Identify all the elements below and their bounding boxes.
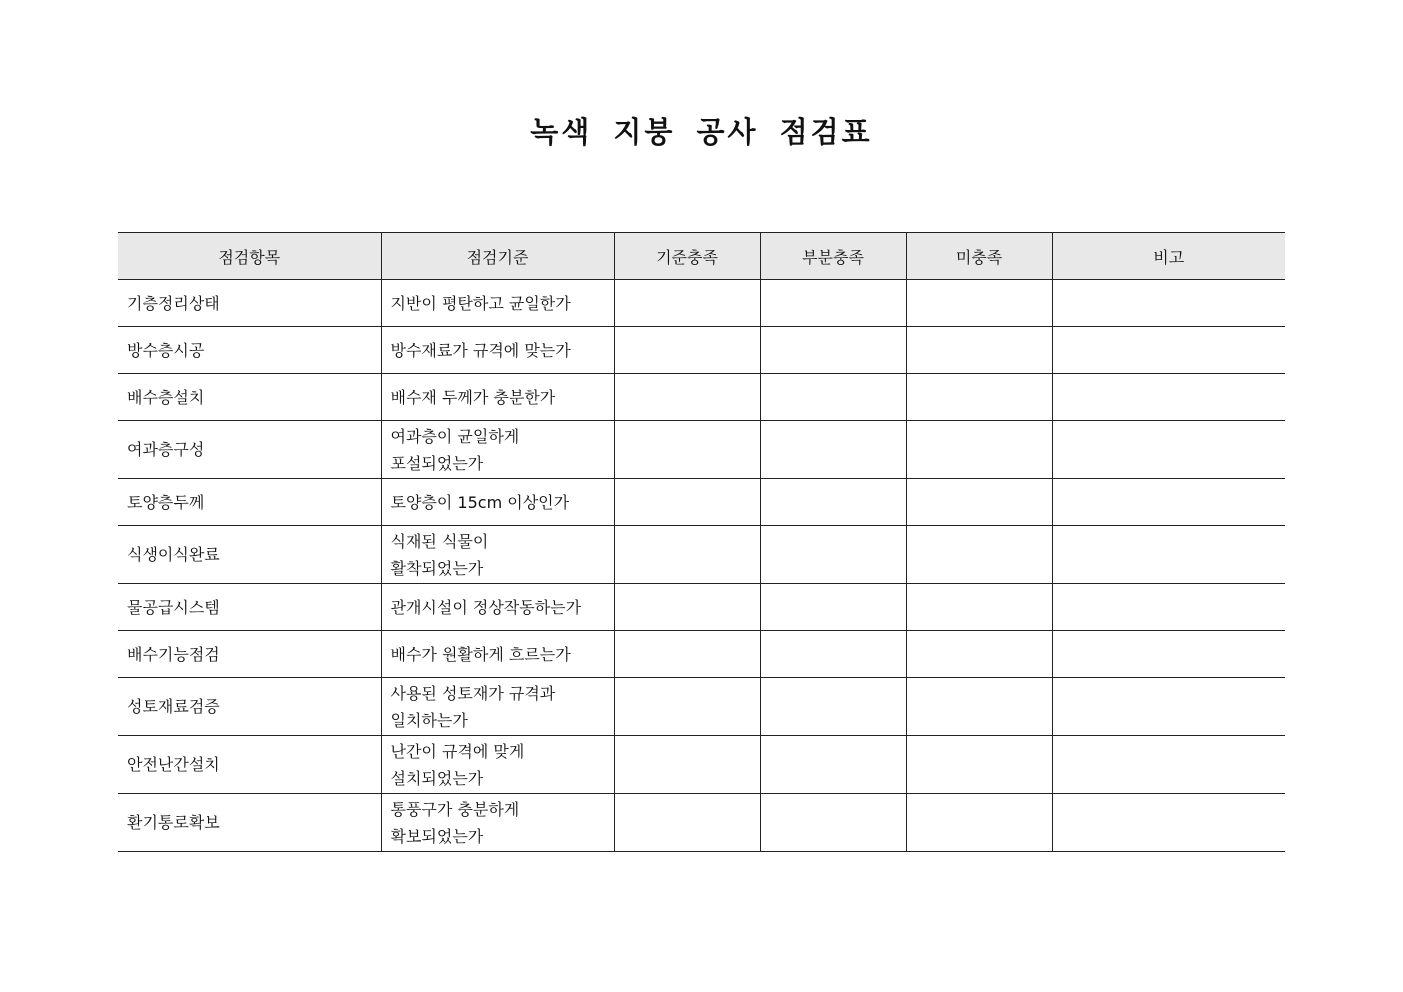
not-met-cell[interactable] bbox=[906, 631, 1052, 678]
partially-met-cell[interactable] bbox=[760, 280, 906, 327]
table-row bbox=[118, 526, 1285, 584]
document-title: 녹색 지붕 공사 점검표 bbox=[530, 115, 873, 149]
item-cell: 성토재료검증 bbox=[118, 678, 381, 736]
table-row bbox=[118, 280, 1285, 327]
criterion-cell: 방수재료가 규격에 맞는가 bbox=[381, 327, 614, 374]
table-row bbox=[118, 479, 1285, 526]
remarks-cell[interactable] bbox=[1052, 374, 1285, 421]
partially-met-cell[interactable] bbox=[760, 374, 906, 421]
partially-met-cell[interactable] bbox=[760, 327, 906, 374]
fully-met-cell[interactable] bbox=[614, 794, 760, 852]
header-partially-met: 부분충족 bbox=[760, 233, 906, 280]
remarks-cell[interactable] bbox=[1052, 479, 1285, 526]
criterion-cell: 토양층이 15cm 이상인가 bbox=[381, 479, 614, 526]
table-row bbox=[118, 374, 1285, 421]
remarks-cell[interactable] bbox=[1052, 327, 1285, 374]
fully-met-cell[interactable] bbox=[614, 631, 760, 678]
header-inspection-item: 점검항목 bbox=[118, 233, 381, 280]
not-met-cell[interactable] bbox=[906, 794, 1052, 852]
criterion-cell: 관개시설이 정상작동하는가 bbox=[381, 584, 614, 631]
header-fully-met: 기준충족 bbox=[614, 233, 760, 280]
partially-met-cell[interactable] bbox=[760, 794, 906, 852]
not-met-cell[interactable] bbox=[906, 736, 1052, 794]
partially-met-cell[interactable] bbox=[760, 421, 906, 479]
item-cell: 배수기능점검 bbox=[118, 631, 381, 678]
remarks-cell[interactable] bbox=[1052, 584, 1285, 631]
partially-met-cell[interactable] bbox=[760, 479, 906, 526]
not-met-cell[interactable] bbox=[906, 280, 1052, 327]
fully-met-cell[interactable] bbox=[614, 678, 760, 736]
remarks-cell[interactable] bbox=[1052, 794, 1285, 852]
fully-met-cell[interactable] bbox=[614, 327, 760, 374]
item-cell: 기층정리상태 bbox=[118, 280, 381, 327]
partially-met-cell[interactable] bbox=[760, 631, 906, 678]
item-cell: 안전난간설치 bbox=[118, 736, 381, 794]
item-cell: 환기통로확보 bbox=[118, 794, 381, 852]
partially-met-cell[interactable] bbox=[760, 584, 906, 631]
fully-met-cell[interactable] bbox=[614, 526, 760, 584]
table-row bbox=[118, 678, 1285, 736]
not-met-cell[interactable] bbox=[906, 526, 1052, 584]
header-inspection-criterion: 점검기준 bbox=[381, 233, 614, 280]
table-row bbox=[118, 631, 1285, 678]
inspection-checklist-table bbox=[118, 232, 1285, 852]
table-row bbox=[118, 736, 1285, 794]
fully-met-cell[interactable] bbox=[614, 736, 760, 794]
partially-met-cell[interactable] bbox=[760, 678, 906, 736]
criterion-cell: 배수재 두께가 충분한가 bbox=[381, 374, 614, 421]
item-cell: 토양층두께 bbox=[118, 479, 381, 526]
criterion-cell: 여과층이 균일하게 포설되었는가 bbox=[381, 421, 614, 479]
fully-met-cell[interactable] bbox=[614, 421, 760, 479]
not-met-cell[interactable] bbox=[906, 327, 1052, 374]
item-cell: 물공급시스템 bbox=[118, 584, 381, 631]
criterion-cell: 배수가 원활하게 흐르는가 bbox=[381, 631, 614, 678]
fully-met-cell[interactable] bbox=[614, 479, 760, 526]
item-cell: 배수층설치 bbox=[118, 374, 381, 421]
header-not-met: 미충족 bbox=[906, 233, 1052, 280]
fully-met-cell[interactable] bbox=[614, 280, 760, 327]
remarks-cell[interactable] bbox=[1052, 526, 1285, 584]
remarks-cell[interactable] bbox=[1052, 631, 1285, 678]
table-row bbox=[118, 584, 1285, 631]
fully-met-cell[interactable] bbox=[614, 584, 760, 631]
not-met-cell[interactable] bbox=[906, 479, 1052, 526]
item-cell: 방수층시공 bbox=[118, 327, 381, 374]
criterion-cell: 난간이 규격에 맞게 설치되었는가 bbox=[381, 736, 614, 794]
partially-met-cell[interactable] bbox=[760, 526, 906, 584]
table-row bbox=[118, 327, 1285, 374]
header-remarks: 비고 bbox=[1052, 233, 1285, 280]
criterion-cell: 통풍구가 충분하게 확보되었는가 bbox=[381, 794, 614, 852]
not-met-cell[interactable] bbox=[906, 374, 1052, 421]
not-met-cell[interactable] bbox=[906, 584, 1052, 631]
not-met-cell[interactable] bbox=[906, 421, 1052, 479]
remarks-cell[interactable] bbox=[1052, 421, 1285, 479]
not-met-cell[interactable] bbox=[906, 678, 1052, 736]
item-cell: 식생이식완료 bbox=[118, 526, 381, 584]
table-header-row bbox=[118, 233, 1285, 280]
criterion-cell: 지반이 평탄하고 균일한가 bbox=[381, 280, 614, 327]
table-row bbox=[118, 794, 1285, 852]
remarks-cell[interactable] bbox=[1052, 736, 1285, 794]
remarks-cell[interactable] bbox=[1052, 678, 1285, 736]
partially-met-cell[interactable] bbox=[760, 736, 906, 794]
remarks-cell[interactable] bbox=[1052, 280, 1285, 327]
criterion-cell: 식재된 식물이 활착되었는가 bbox=[381, 526, 614, 584]
criterion-cell: 사용된 성토재가 규격과 일치하는가 bbox=[381, 678, 614, 736]
table-row bbox=[118, 421, 1285, 479]
fully-met-cell[interactable] bbox=[614, 374, 760, 421]
item-cell: 여과층구성 bbox=[118, 421, 381, 479]
